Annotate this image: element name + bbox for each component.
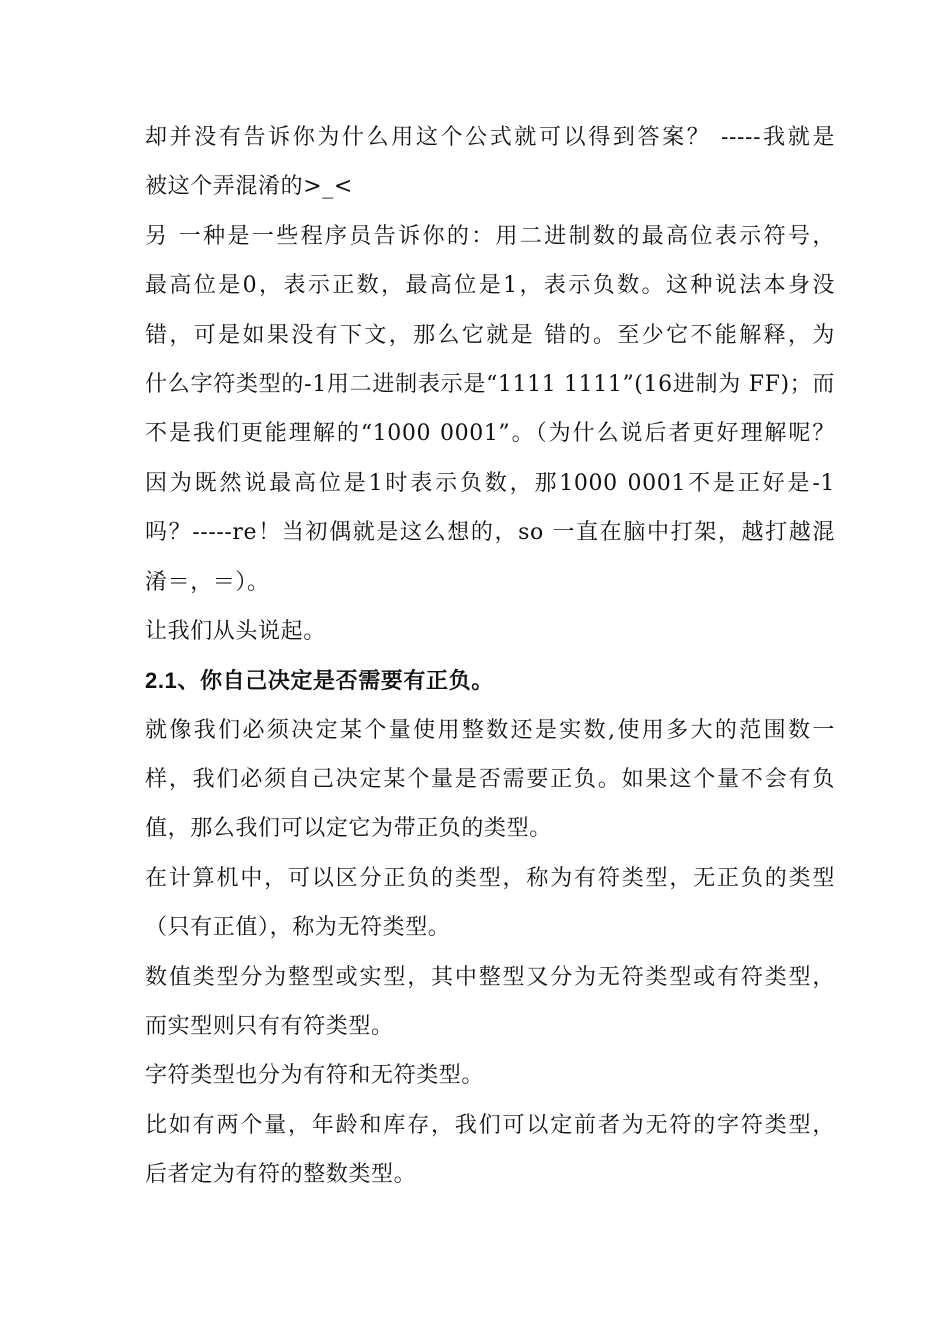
paragraph-line: 字符类型也分为有符和无符类型。 xyxy=(145,1063,485,1089)
paragraph-line: 不是我们更能理解的“1000 0001”。（为什么说后者更好理解呢？ xyxy=(145,421,835,447)
paragraph-line: 错，可是如果没有下文，那么它就是 错的。至少它不能解释，为 xyxy=(145,322,835,348)
paragraph-line: 另 一种是一些程序员告诉你的：用二进制数的最高位表示符号， xyxy=(145,223,835,249)
paragraph-line: 什么字符类型的-1用二进制表示是“1111 1111”(16进制为 FF)；而 xyxy=(145,371,835,397)
paragraph-line: 却并没有告诉你为什么用这个公式就可以得到答案？ -----我就是 xyxy=(145,125,835,150)
paragraph-line: 就像我们必须决定某个量使用整数还是实数,使用多大的范围数一 xyxy=(145,717,835,743)
document-page xyxy=(145,113,835,1200)
paragraph-line: 后者定为有符的整数类型。 xyxy=(145,1162,417,1188)
section-number: 2.1 xyxy=(145,668,178,694)
paragraph-line: 淆＝，＝）。 xyxy=(145,569,270,595)
paragraph-line: 最高位是0，表示正数，最高位是1，表示负数。这种说法本身没 xyxy=(145,273,835,299)
paragraph-line: 值，那么我们可以定它为带正负的类型。 xyxy=(145,816,552,842)
paragraph-line: 让我们从头说起。 xyxy=(145,618,326,644)
section-heading xyxy=(145,656,835,705)
paragraph-line: 被这个弄混淆的>_< xyxy=(145,174,353,200)
paragraph-line: 在计算机中，可以区分正负的类型，称为有符类型，无正负的类型 xyxy=(145,865,835,891)
paragraph-line: 吗？-----re！当初偶就是这么想的，so 一直在脑中打架，越打越混 xyxy=(145,520,835,546)
paragraph-line: 而实型则只有有符类型。 xyxy=(145,1014,394,1040)
section-title: 、你自己决定是否需要有正负。 xyxy=(177,668,494,695)
paragraph-line: 因为既然说最高位是1时表示负数，那1000 0001不是正好是-1 xyxy=(145,470,835,496)
paragraph-line: （只有正值），称为无符类型。 xyxy=(145,915,451,941)
paragraph-line: 比如有两个量，年龄和库存，我们可以定前者为无符的字符类型， xyxy=(145,1112,835,1138)
paragraph-line: 样，我们必须自己决定某个量是否需要正负。如果这个量不会有负 xyxy=(145,767,835,793)
paragraph-line: 数值类型分为整型或实型，其中整型又分为无符类型或有符类型， xyxy=(145,964,835,990)
